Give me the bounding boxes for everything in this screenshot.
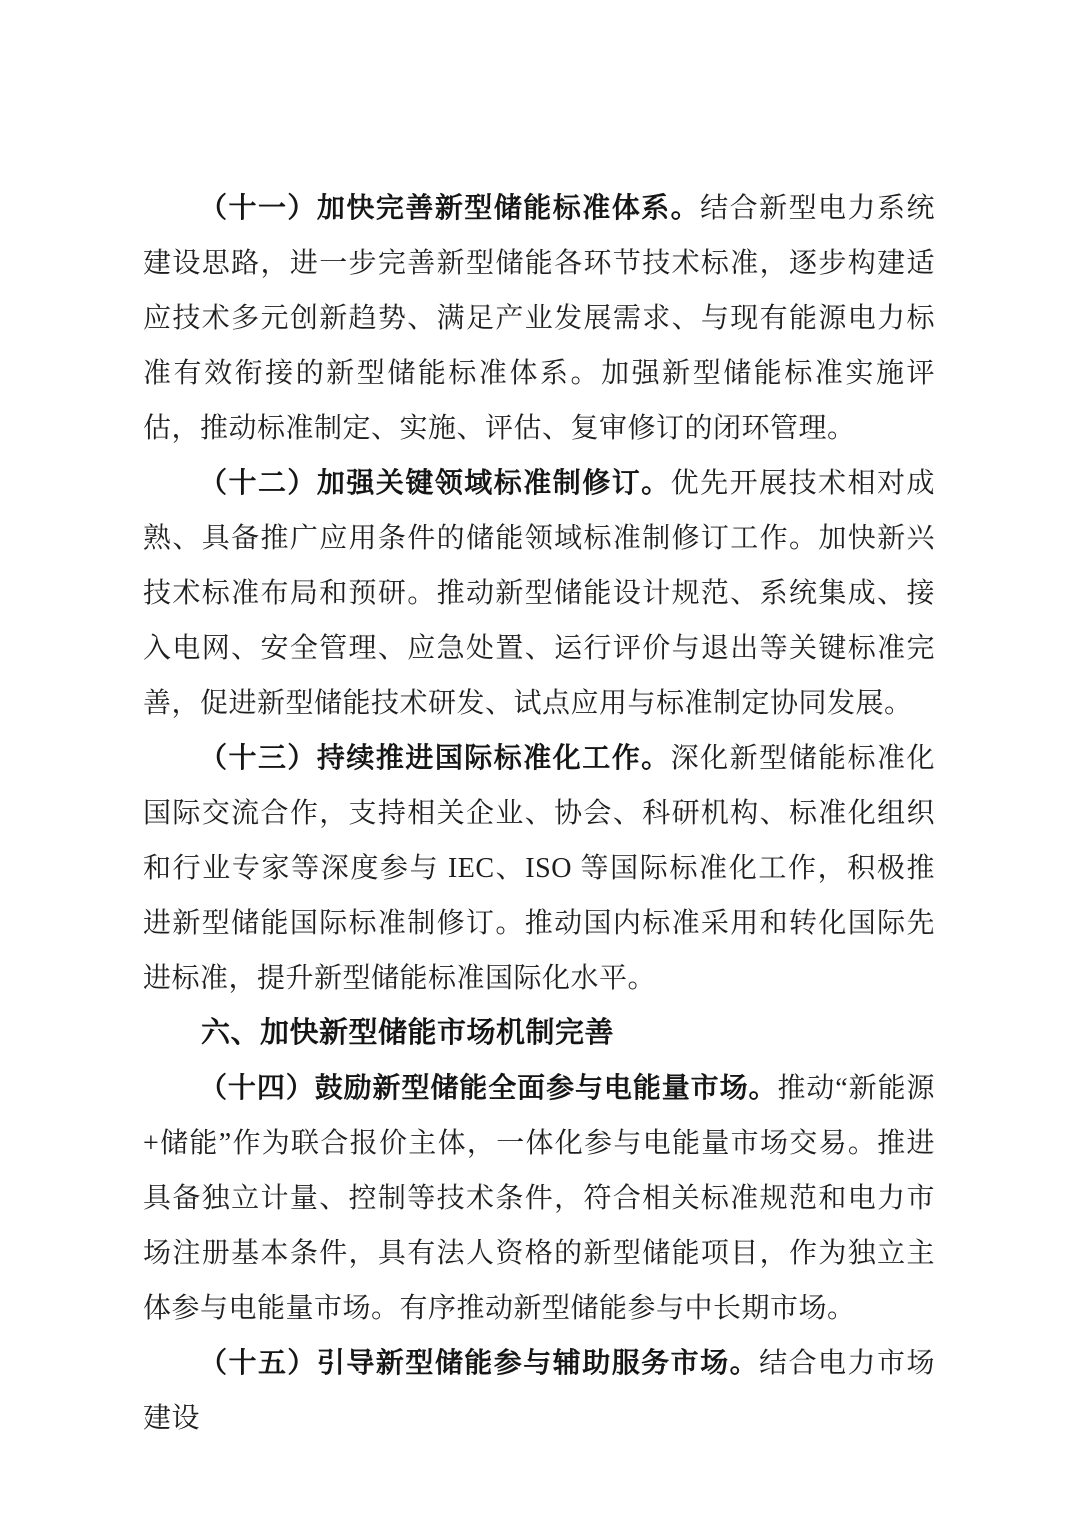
paragraph-15-text: 结合电力市场建设 — [143, 1348, 935, 1434]
paragraph-item-14 — [143, 1061, 935, 1336]
paragraph-13-text: 深化新型储能标准化国际交流合作，支持相关企业、协会、科研机构、标准化组织和行业专家等深度参与 IEC、ISO 等国际标准化工作，积极推进新型储能国际标准制修订。推动国内标准采用和转化国际先进标准，提升新型储能标准国际化水平。 — [143, 743, 935, 994]
paragraph-15-lead: （十五）引导新型储能参与辅助服务市场。 — [199, 1348, 760, 1379]
paragraph-12-text: 优先开展技术相对成熟、具备推广应用条件的储能领域标准制修订工作。加快新兴技术标准布局和预研。推动新型储能设计规范、系统集成、接入电网、安全管理、应急处置、运行评价与退出等关键标准完善，促进新型储能技术研发、试点应用与标准制定协同发展。 — [143, 468, 935, 719]
paragraph-item-15 — [143, 1336, 935, 1446]
paragraph-14-lead: （十四）鼓励新型储能全面参与电能量市场。 — [199, 1073, 778, 1104]
paragraph-11-text: 结合新型电力系统建设思路，进一步完善新型储能各环节技术标准，逐步构建适应技术多元创新趋势、满足产业发展需求、与现有能源电力标准有效衔接的新型储能标准体系。加强新型储能标准实施评估，推动标准制定、实施、评估、复审修订的闭环管理。 — [143, 193, 935, 444]
paragraph-11-lead: （十一）加快完善新型储能标准体系。 — [199, 193, 701, 224]
paragraph-14-text: 推动“新能源+储能”作为联合报价主体，一体化参与电能量市场交易。推进具备独立计量、控制等技术条件，符合相关标准规范和电力市场注册基本条件，具有法人资格的新型储能项目，作为独立主体参与电能量市场。有序推动新型储能参与中长期市场。 — [143, 1073, 935, 1324]
document-body — [143, 181, 935, 1446]
paragraph-item-11 — [143, 181, 935, 456]
paragraph-13-lead: （十三）持续推进国际标准化工作。 — [199, 743, 671, 774]
section-heading-6: 六、加快新型储能市场机制完善 — [201, 1017, 615, 1049]
paragraph-12-lead: （十二）加强关键领域标准制修订。 — [199, 468, 671, 499]
paragraph-item-13 — [143, 731, 935, 1006]
paragraph-item-12 — [143, 456, 935, 731]
